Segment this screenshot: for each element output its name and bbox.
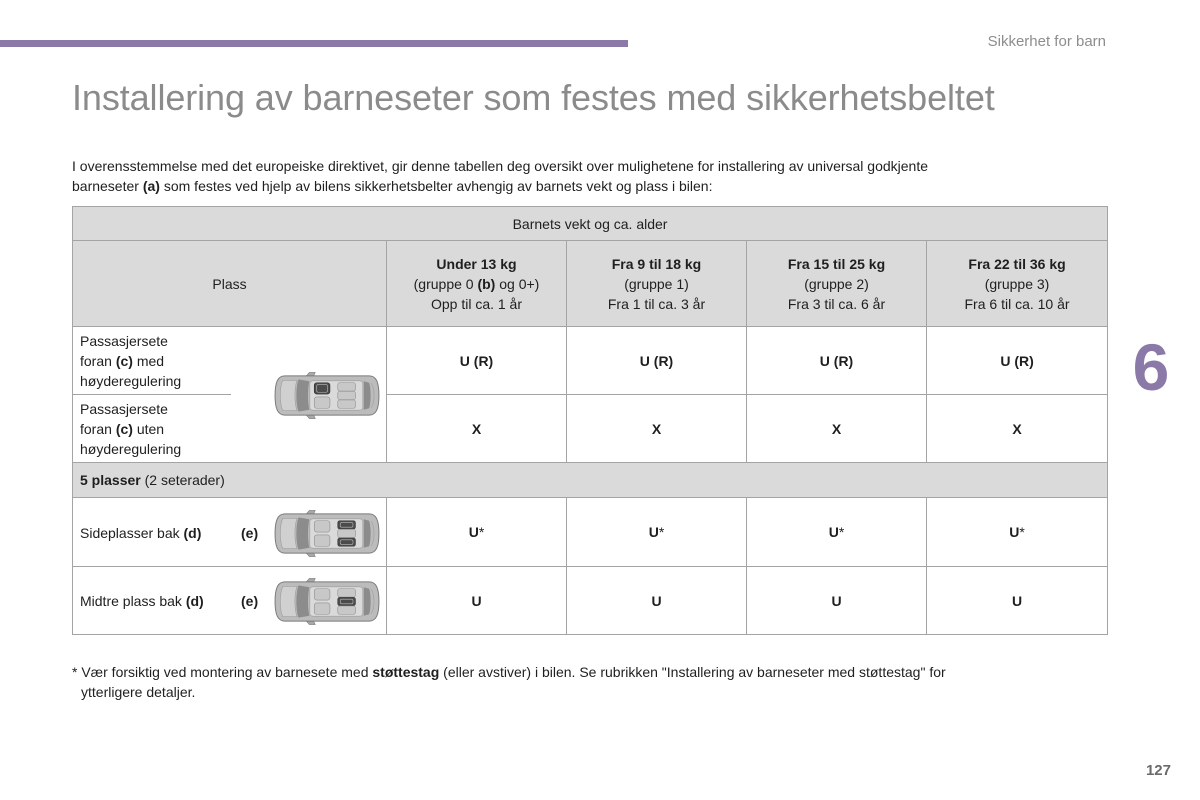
front-seat-diagram-cell xyxy=(231,327,387,463)
front-seat-right xyxy=(314,397,330,408)
footnote-mark: * xyxy=(838,524,845,540)
row-label-line: Passasjersete xyxy=(80,400,168,417)
rear-seat-right xyxy=(338,606,356,614)
table-row-front-with-height-adjust xyxy=(73,327,1108,395)
footnote-ref-c: (c) xyxy=(115,352,133,369)
column-header-group-2 xyxy=(747,241,927,327)
column-header-group-3 xyxy=(927,241,1108,327)
car-windshield xyxy=(296,379,309,411)
page-number: 127 xyxy=(1145,762,1171,779)
row-label-line xyxy=(80,419,231,439)
car-hood xyxy=(280,518,297,548)
row-label xyxy=(73,327,231,395)
row-label-line: høyderegulering xyxy=(80,440,182,457)
rear-seat-middle xyxy=(337,391,355,399)
row-label-text: foran xyxy=(80,352,116,369)
age-range: Opp til ca. 1 år xyxy=(430,295,523,312)
diagram-container xyxy=(231,327,387,462)
rear-seat-left xyxy=(337,383,355,391)
intro-line-1: I overensstemmelse med det europeiske direktivet, gir denne tabellen deg oversikt over mulighetene for installering av universal godkjente xyxy=(72,158,929,174)
footnote-line-1 xyxy=(72,662,946,682)
footnote-mark: * xyxy=(658,524,665,540)
table-cell: X xyxy=(567,395,747,463)
child-seat-table xyxy=(72,206,1108,635)
cell-value: U xyxy=(828,524,839,540)
group-label: (gruppe 2) xyxy=(804,275,869,292)
table-cell: X xyxy=(387,395,567,463)
page-title: Installering av barneseter som festes med sikkerhetsbeltet xyxy=(72,77,995,118)
group-label xyxy=(387,274,566,294)
footnote-ref-d: (d) xyxy=(185,593,204,609)
place-header: Plass xyxy=(73,241,387,327)
footnote-mark: * xyxy=(72,664,78,680)
table-cell: U (R) xyxy=(387,327,567,395)
rear-seat-left xyxy=(338,589,356,597)
table-cell xyxy=(747,498,927,567)
table-cell: U xyxy=(927,567,1108,635)
section-label-bold: 5 plasser xyxy=(80,472,141,488)
footnote-ref-c: (c) xyxy=(115,420,133,437)
table-caption: Barnets vekt og ca. alder xyxy=(73,207,1108,241)
cell-value: U xyxy=(468,524,479,540)
footnote-text-end: (eller avstiver) i bilen. Se rubrikken "Installering av barneseter med støttestag" for xyxy=(439,664,946,680)
table-cell: X xyxy=(747,395,927,463)
weight-range: Under 13 kg xyxy=(436,255,517,272)
front-seat-left xyxy=(314,589,330,600)
front-seat-right xyxy=(314,534,330,545)
car-windshield xyxy=(296,585,309,617)
table-cell xyxy=(567,498,747,567)
footnote-ref-b: (b) xyxy=(477,275,496,292)
table-cell: U xyxy=(747,567,927,635)
column-header-group-0 xyxy=(387,241,567,327)
row-label-text-end: med xyxy=(132,352,165,369)
table-row-front-without-height-adjust xyxy=(73,395,1108,463)
section-name: Sikkerhet for barn xyxy=(987,33,1106,50)
column-header-group-1 xyxy=(567,241,747,327)
row-label-container xyxy=(73,499,386,566)
cell-value: U xyxy=(1009,524,1020,540)
chapter-number: 6 xyxy=(1132,330,1170,404)
footnote-ref-e: (e) xyxy=(241,524,259,541)
table-header-row xyxy=(73,241,1108,327)
footnote-ref-e: (e) xyxy=(241,593,259,609)
front-seat-right xyxy=(314,603,330,614)
row-label xyxy=(73,498,387,567)
car-hood xyxy=(280,380,297,410)
row-label-text: foran xyxy=(80,420,116,437)
intro-text: barneseter xyxy=(72,178,143,194)
weight-range: Fra 15 til 25 kg xyxy=(787,255,886,272)
footnote-ref-d: (d) xyxy=(183,524,202,541)
footnote-line-2: ytterligere detaljer. xyxy=(81,684,196,700)
table-cell: U (R) xyxy=(927,327,1108,395)
row-label xyxy=(73,395,231,463)
footnote-mark: * xyxy=(478,524,485,540)
car-front-passenger-seat-icon xyxy=(273,371,381,420)
intro-text-end: som festes ved hjelp av bilens sikkerhetsbelter avhengig av barnets vekt og plass i bilen: xyxy=(159,178,713,194)
row-label-main: Sideplasser bak xyxy=(80,524,184,541)
car-windshield xyxy=(296,517,309,549)
footnote-ref-a: (a) xyxy=(142,178,160,194)
section-label-text: (2 seterader) xyxy=(140,472,225,488)
group-label: (gruppe 3) xyxy=(984,275,1050,292)
footnote-text: Vær forsiktig ved montering av barnesete med xyxy=(77,664,373,680)
row-label-line xyxy=(80,351,231,371)
weight-range: Fra 9 til 18 kg xyxy=(611,255,702,272)
table-row-rear-side-seats xyxy=(73,498,1108,567)
group-text: (gruppe 0 xyxy=(413,275,478,292)
row-label-line: høyderegulering xyxy=(80,372,182,389)
table-cell: U (R) xyxy=(747,327,927,395)
table-section-row xyxy=(73,463,1108,498)
footnote-mark: * xyxy=(1019,524,1025,540)
cell-value: U xyxy=(648,524,659,540)
intro-line-2 xyxy=(72,176,928,196)
car-top-view xyxy=(273,509,381,558)
weight-range: Fra 22 til 36 kg xyxy=(968,255,1066,272)
footnote xyxy=(72,662,946,702)
row-label-main: Midtre plass bak xyxy=(80,593,186,609)
age-range: Fra 3 til ca. 6 år xyxy=(787,295,886,312)
row-label xyxy=(73,567,387,635)
header-accent-bar xyxy=(0,40,628,47)
table-cell: X xyxy=(927,395,1108,463)
car-rear-window xyxy=(364,587,371,615)
front-seat-left xyxy=(314,520,330,531)
row-label-line: Passasjersete xyxy=(80,332,168,349)
row-label-text xyxy=(80,523,201,543)
car-rear-middle-seat-icon xyxy=(273,577,381,626)
section-label xyxy=(73,463,1108,498)
row-label-container xyxy=(73,567,386,634)
table-row-rear-middle-seat xyxy=(73,567,1108,635)
group-label: (gruppe 1) xyxy=(624,275,689,292)
age-range: Fra 6 til ca. 10 år xyxy=(964,295,1070,312)
table-cell: U xyxy=(387,567,567,635)
table-caption-row xyxy=(73,207,1108,241)
intro-paragraph xyxy=(72,156,928,196)
car-top-view xyxy=(273,371,381,420)
car-hood xyxy=(280,586,297,616)
rear-seat-right xyxy=(337,400,355,408)
rear-seat-middle xyxy=(338,529,356,537)
table-cell xyxy=(387,498,567,567)
age-range: Fra 1 til ca. 3 år xyxy=(607,295,706,312)
table-cell xyxy=(927,498,1108,567)
car-rear-window xyxy=(364,519,371,547)
car-rear-side-seats-icon xyxy=(273,509,381,558)
group-text-end: og 0+) xyxy=(495,275,540,292)
row-label-text-end: uten xyxy=(132,420,165,437)
table-cell: U (R) xyxy=(567,327,747,395)
footnote-bold-term: støttestag xyxy=(372,664,440,680)
car-top-view xyxy=(273,577,381,626)
row-label-text xyxy=(80,591,204,611)
table-cell: U xyxy=(567,567,747,635)
car-rear-window xyxy=(363,381,370,409)
